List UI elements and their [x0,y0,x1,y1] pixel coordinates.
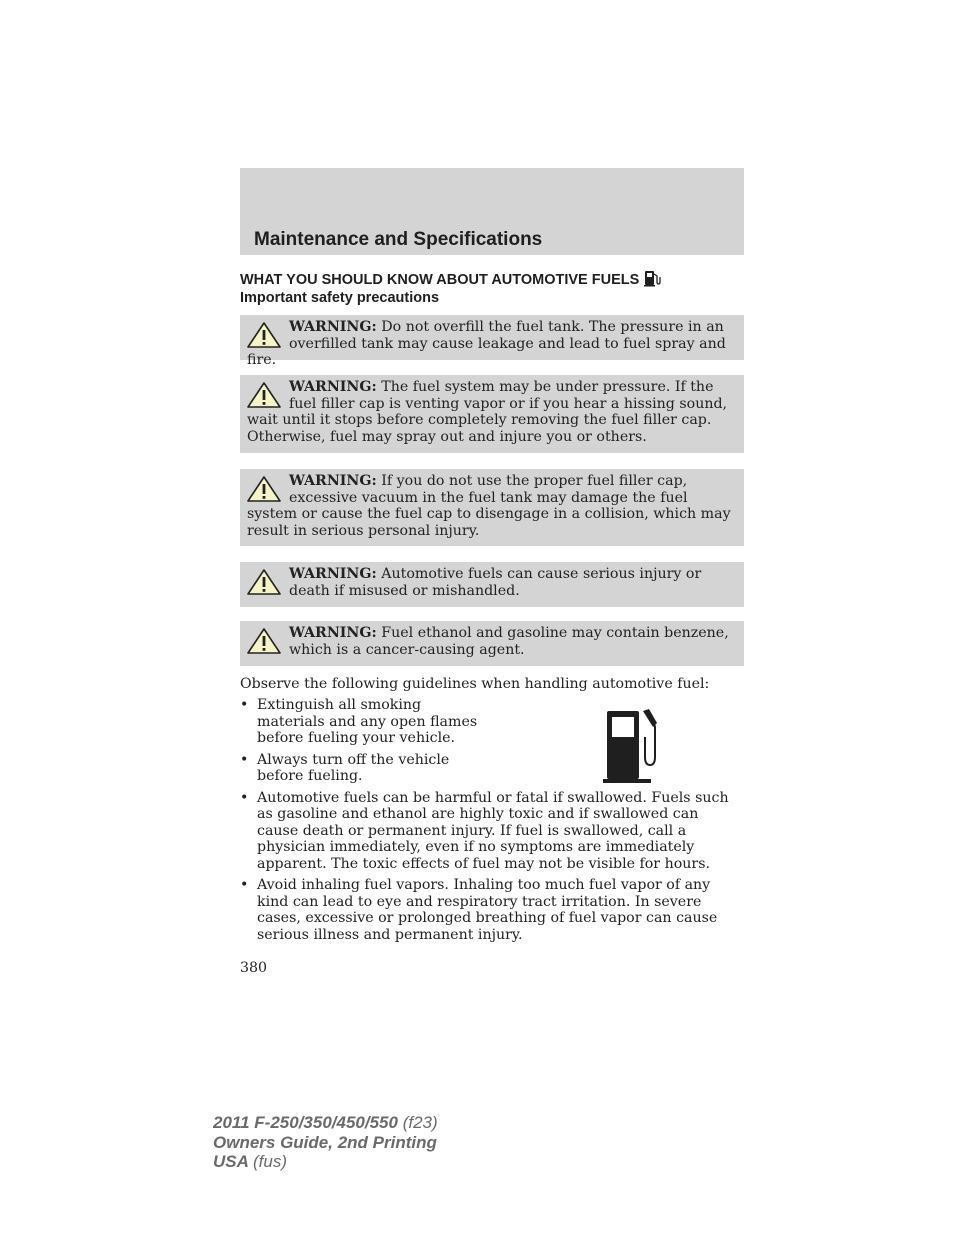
warning-text: Fuel ethanol and gasoline may contain benzene, which is a cancer-causing agent. [289,625,729,658]
warning-lead: WARNING: [289,319,377,335]
section-heading-text: WHAT YOU SHOULD KNOW ABOUT AUTOMOTIVE FUELS [240,272,640,288]
chapter-header-band [240,168,744,255]
document-footer [213,1113,438,1172]
warning-text: Automotive fuels can cause serious injury or death if misused or mishandled. [289,566,702,599]
warning-lead: WARNING: [289,473,377,489]
warning-triangle-icon [247,628,281,654]
footer-model-code: (f23) [402,1113,438,1132]
warning-lead: WARNING: [289,625,377,641]
sub-heading: Important safety precautions [240,290,440,306]
footer-model: 2011 F-250/350/450/550 [213,1113,398,1132]
footer-line [213,1152,438,1172]
page-number: 380 [240,960,268,976]
warning-lead: WARNING: [289,566,377,582]
chapter-title: Maintenance and Specifications [254,229,543,250]
warning-text: Do not overfill the fuel tank. The pressure in an overfilled tank may cause leakage and lead to fuel spray and fire. [247,319,726,368]
warning-box [240,562,744,607]
warning-triangle-icon [247,569,281,595]
warning-box [240,315,744,368]
fuel-pump-icon [643,269,661,287]
section-heading [240,269,661,288]
warning-box [240,469,744,546]
guidelines-intro: Observe the following guidelines when handling automotive fuel: [240,676,710,692]
footer-line [213,1133,438,1153]
guidelines-list [240,697,744,948]
fuel-pump-illustration [601,707,665,785]
footer-market: USA [213,1152,249,1171]
warning-text: The fuel system may be under pressure. If the fuel filler cap is venting vapor or if you hear a hissing sound, wait until it stops before completely removing the fuel filler cap. Otherwise, fuel may spray out and injure you or others. [247,379,728,445]
footer-edition: Owners Guide, 2nd Printing [213,1132,437,1152]
list-item: • Extinguish all smoking materials and any open flames before fueling your vehicle. [240,697,493,747]
warning-triangle-icon [247,322,281,348]
list-item: • Always turn off the vehicle before fueling. [240,752,493,785]
footer-market-code: (fus) [253,1152,287,1171]
warning-text: If you do not use the proper fuel filler cap, excessive vacuum in the fuel tank may damage the fuel system or cause the fuel cap to disengage in a collision, which may result in serious personal injury. [247,473,731,539]
warning-box [240,621,744,666]
warning-box [240,375,744,453]
warning-lead: WARNING: [289,379,377,395]
warning-triangle-icon [247,476,281,502]
footer-line [213,1113,438,1133]
list-item: • Automotive fuels can be harmful or fatal if swallowed. Fuels such as gasoline and ethanol are highly toxic and if swallowed can cause death or permanent injury. If fuel is swallowed, call a physician immediately, even if no symptoms are immediately apparent. The toxic effects of fuel may not be visible for hours. [240,790,744,873]
warning-triangle-icon [247,382,281,408]
list-item: • Avoid inhaling fuel vapors. Inhaling too much fuel vapor of any kind can lead to eye and respiratory tract irritation. In severe cases, excessive or prolonged breathing of fuel vapor can cause serious illness and permanent injury. [240,877,744,943]
